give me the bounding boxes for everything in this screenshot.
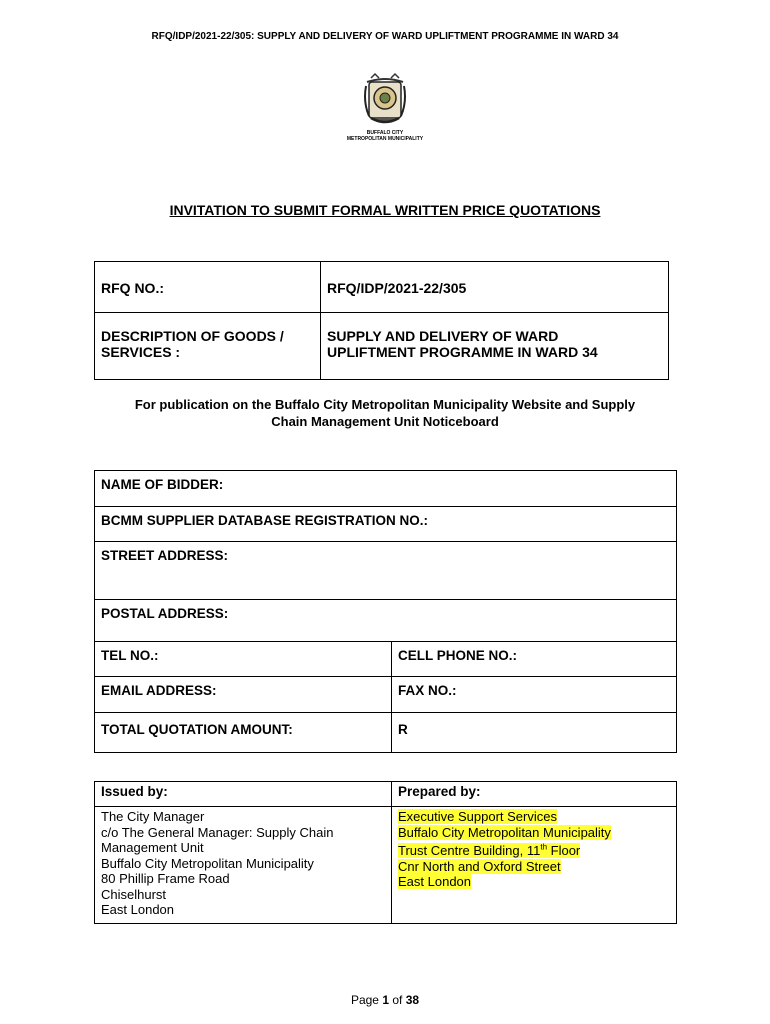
description-value-line-2: UPLIFTMENT PROGRAMME IN WARD 34 [327,343,598,360]
logo-text-line-1: BUFFALO CITY [366,130,404,136]
description-value [321,313,669,380]
issued-line-3: Management Unit [101,840,204,855]
issue-prepared-table [94,781,677,924]
issued-line-7: East London [101,902,175,917]
issued-by-heading: Issued by: [95,782,392,807]
footer-page-number: 1 [382,993,389,1007]
prepared-line-3: Trust Centre Building, 11th Floor [398,843,581,859]
document-title: INVITATION TO SUBMIT FORMAL WRITTEN PRICE QUOTATIONS [169,202,601,218]
fax-number-field[interactable]: FAX NO.: [392,677,677,713]
database-registration-field[interactable]: BCMM SUPPLIER DATABASE REGISTRATION NO.: [95,507,677,542]
municipality-logo [340,72,430,152]
footer-page-prefix: Page [350,993,383,1007]
description-label-line-1: DESCRIPTION OF GOODS / [101,328,284,344]
prepared-line-1: Executive Support Services [398,809,557,824]
prepared-line-4: Cnr North and Oxford Street [398,858,561,874]
bidder-details-table [94,470,677,753]
publication-note-line-1: For publication on the Buffalo City Metropolitan Municipality Website and Supply [134,397,636,412]
description-label [95,313,321,380]
issued-line-2: c/o The General Manager: Supply Chain [101,824,334,840]
issued-line-5: 80 Phillip Frame Road [101,871,230,886]
tel-number-field[interactable]: TEL NO.: [95,642,392,677]
prepared-line-2: Buffalo City Metropolitan Municipality [398,824,611,840]
prepared-line-5: East London [398,874,472,890]
issued-line-1: The City Manager [101,809,205,824]
email-address-field[interactable]: EMAIL ADDRESS: [95,677,392,713]
footer-total-pages: 38 [405,993,420,1007]
page-footer [0,993,770,1007]
amount-field[interactable]: R [392,713,677,753]
rfq-number-label: RFQ NO.: [95,262,321,313]
rfq-table [94,261,669,380]
bidder-name-field[interactable]: NAME OF BIDDER: [95,471,677,507]
postal-address-field[interactable]: POSTAL ADDRESS: [95,600,677,642]
issued-by-details [95,807,392,924]
rfq-number-value: RFQ/IDP/2021-22/305 [321,262,669,313]
total-quotation-field[interactable]: TOTAL QUOTATION AMOUNT: [95,713,392,753]
description-value-line-1: SUPPLY AND DELIVERY OF WARD [327,328,559,344]
issued-line-6: Chiselhurst [101,886,167,902]
prepared-by-details [392,807,677,924]
street-address-field[interactable]: STREET ADDRESS: [95,542,677,600]
issued-line-4: Buffalo City Metropolitan Municipality [101,855,314,871]
page-header: RFQ/IDP/2021-22/305: SUPPLY AND DELIVERY OF WARD UPLIFTMENT PROGRAMME IN WARD 34 [151,31,619,42]
logo-text-line-2: METROPOLITAN MUNICIPALITY [346,136,424,142]
description-label-line-2: SERVICES : [101,343,181,360]
publication-note [100,396,670,430]
crest-emblem-icon [363,72,407,130]
footer-of: of [389,993,406,1007]
cell-phone-field[interactable]: CELL PHONE NO.: [392,642,677,677]
prepared-by-heading: Prepared by: [392,782,677,807]
publication-note-line-2: Chain Management Unit Noticeboard [271,414,499,429]
